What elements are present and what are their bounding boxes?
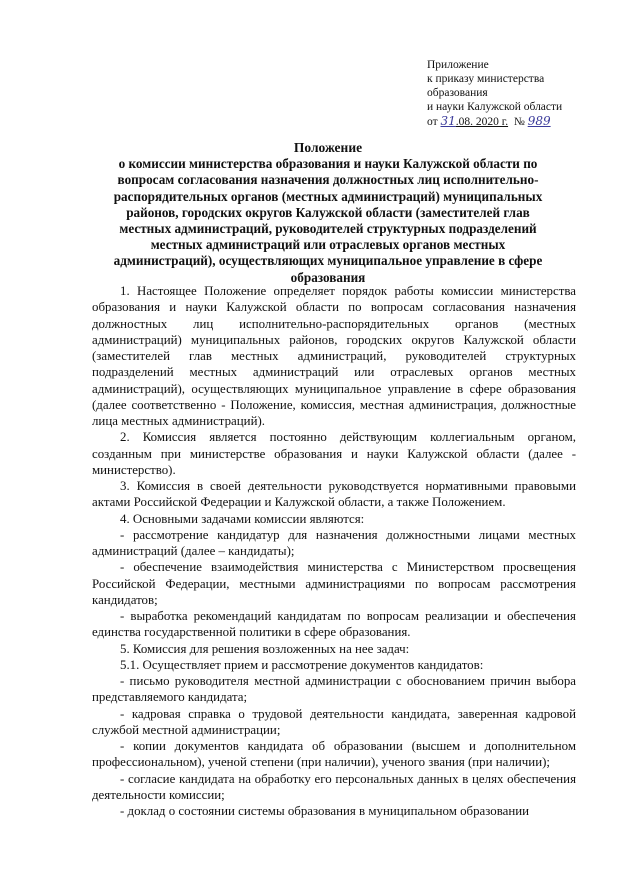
date-prefix: от [427,116,438,128]
appendix-line: и науки Калужской области [427,101,563,113]
paragraph: 5.1. Осуществляет прием и рассмотрение документов кандидатов: [120,657,484,672]
number-prefix: № [513,116,525,128]
appendix-line: к приказу министерства [427,73,545,85]
paragraph: 4. Основными задачами комиссии являются: [120,511,365,526]
document-body [92,283,576,819]
list-item: - копии документов кандидата об образовании (высшем и дополнительном профессиональном), ученой степени (при наличии), ученого звания (при наличии); [92,739,576,770]
appendix-block [427,58,627,129]
appendix-line: Приложение [427,59,489,71]
list-item: - доклад о состоянии системы образования в муниципальном образовании [120,804,530,818]
date-rest: .08. 2020 г. [455,116,509,128]
title-heading: Положение [293,140,363,155]
list-item: - обеспечение взаимодействия министерства с Министерством просвещения Российской Федерации, местными администрациями по вопросам рассмотрения кандидатов; [92,560,576,607]
list-item: - выработка рекомендаций кандидатам по вопросам реализации и обеспечения единства государственной политики в сфере образования. [92,609,576,640]
date-day: 31 [440,114,456,128]
paragraph: 3. Комиссия в своей деятельности руководствуется нормативными правовыми актами Российской Федерации и Калужской области, а также Положением. [92,479,576,510]
list-item: - кадровая справка о трудовой деятельности кандидата, заверенная кадровой службой местной администрации; [92,706,576,737]
paragraph: 5. Комиссия для решения возложенных на нее задач: [120,641,410,656]
list-item: - согласие кандидата на обработку его персональных данных в целях обеспечения деятельности комиссии; [92,771,576,802]
paragraph: 2. Комиссия является постоянно действующим коллегиальным органом, созданным при министерстве образования и науки Калужской области (далее - министерство). [92,430,576,477]
list-item: - письмо руководителя местной администрации с обоснованием причин выбора представляемого кандидата; [92,674,576,705]
paragraph: 1. Настоящее Положение определяет порядок работы комиссии министерства образования и науки Калужской области по вопросам согласования назначения должностных лиц исполнительно-распорядительных органов (местных администраций) муниципальных районов, городских округов Калужской области (заместителей глав местных администраций, руководителей структурных подразделений местных администраций или отраслевых органов местных администраций), осуществляющих муниципальное управление в сфере образования (далее соответственно - Положение, комиссия, местная администрация, должностные лица местных администраций). [92,284,576,428]
document-title [108,140,548,286]
appendix-line: образования [427,87,488,99]
list-item: - рассмотрение кандидатур для назначения должностными лицами местных администраций (далее – кандидаты); [92,527,576,558]
title-text: о комиссии министерства образования и науки Калужской области по вопросам согласования назначения должностных лиц исполнительно-распорядительных органов (местных администраций) муниципальных районов, городских округов Калужской области (заместителей глав местных администраций, руководителей структурных подразделений местных администраций или отраслевых органов местных администраций), осуществляющих муниципальное управление в сфере образования [113,156,543,285]
appendix-date-line [427,114,627,129]
document-number: 989 [527,114,551,128]
